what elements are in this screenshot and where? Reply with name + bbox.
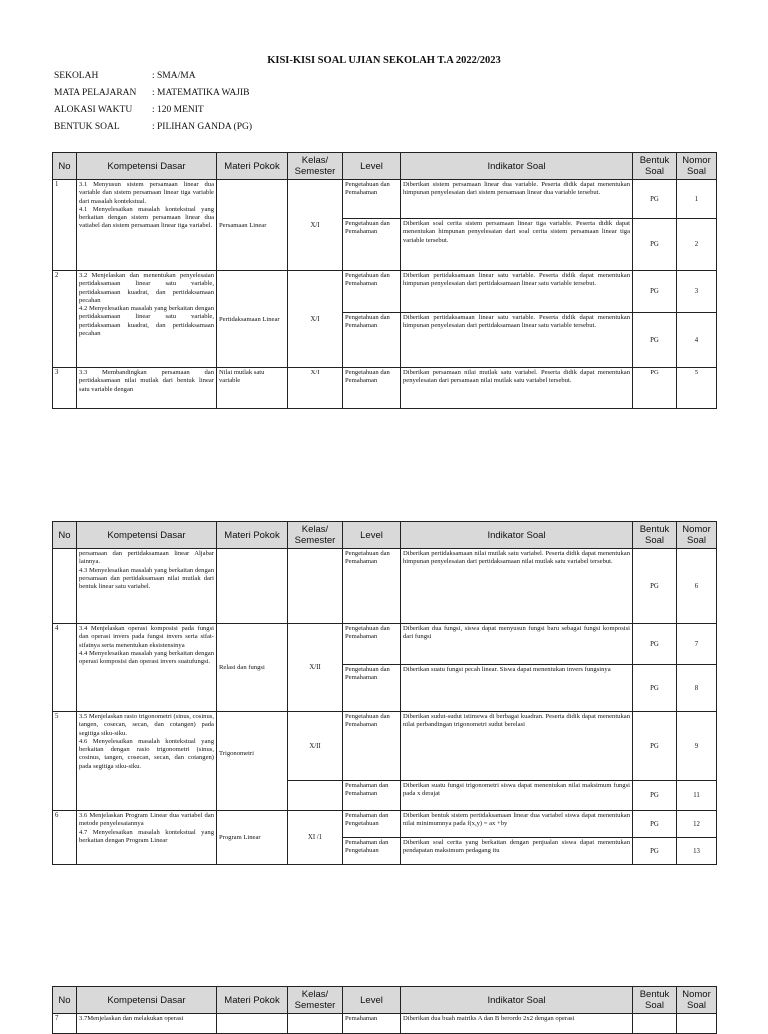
indikator-cell: Diberikan sudut-sudut istimewa di berbagai kuadran. Peserta didik dapat menentukan nilai perbandingan trigonometri sudut berelasi xyxy=(401,712,633,781)
level-cell: Pengetahuan dan Pemahaman xyxy=(343,180,401,219)
kisi-table-2 xyxy=(52,521,717,865)
header-level: Level xyxy=(343,153,401,180)
indikator-cell: Diberikan sistem persamaan linear dua variable. Peserta didik dapat menentukan himpunan penyelesaian dari sistem persamaan linear dua variable tersebut. xyxy=(401,180,633,219)
header-kompetensi: Kompetensi Dasar xyxy=(77,987,217,1014)
nomor-cell: 13 xyxy=(677,838,717,865)
kompetensi-cell: 3.2 Menjelaskan dan menentukan penyelesaian pertidaksamaan linear satu variable, pertidaksamaan kuadrat, dan pertidaksamaan pecahan 4.2 Menyelesaikan masalah yang berkaitan dengan pertidaksamaan linear satu variable, pertidaksamaan kuadrat, dan pertidaksamaan pecahan xyxy=(77,271,217,368)
nomor-cell: 6 xyxy=(677,549,717,624)
bentuk-cell: PG xyxy=(633,313,677,368)
row-no xyxy=(53,549,77,624)
nomor-cell: 11 xyxy=(677,781,717,811)
header-nomor: Nomor Soal xyxy=(677,522,717,549)
materi-cell xyxy=(217,549,288,624)
kompetensi-cell: 3.1 Menyusun sistem persamaan linear dua variable dan sistem persamaan linear tiga variable dari masalah kontekstual. 4.1 Menyelesaikan masalah kontekstual yang berkaitan dengan sistem persamaan linear dua vatiabel dan sistem persamaan linear tiga variabel. xyxy=(77,180,217,271)
meta-value: : PILIHAN GANDA (PG) xyxy=(152,122,253,132)
indikator-cell: Diberikan bentuk sistem pertidaksamaan linear dua variabel siswa dapat menentukan nilai minimumnya pada f(x,y) = ax +by xyxy=(401,811,633,838)
kelas-cell: XI /1 xyxy=(288,811,343,865)
materi-cell: Program Linear xyxy=(217,811,288,865)
meta-key: ALOKASI WAKTU xyxy=(54,105,133,115)
header-kelas: Kelas/ Semester xyxy=(288,522,343,549)
header-kelas: Kelas/ Semester xyxy=(288,987,343,1014)
level-cell: Pengetahuan dan Pemahaman xyxy=(343,368,401,409)
header-kompetensi: Kompetensi Dasar xyxy=(77,153,217,180)
nomor-cell: 7 xyxy=(677,624,717,665)
header-kelas: Kelas/ Semester xyxy=(288,153,343,180)
nomor-cell: 4 xyxy=(677,313,717,368)
nomor-cell: 3 xyxy=(677,271,717,313)
table-row xyxy=(53,712,717,781)
materi-cell: Relasi dan fungsi xyxy=(217,624,288,712)
kelas-cell xyxy=(288,549,343,624)
materi-cell: Trigonometri xyxy=(217,712,288,811)
materi-cell: Pertidaksamaan Linear xyxy=(217,271,288,368)
bentuk-cell: PG xyxy=(633,624,677,665)
indikator-cell: Diberikan persamaan nilai mutlak satu variabel. Peserta didik dapat menentukan penyelesaian dari persamaan nilai mutlak satu variabel tersebut. xyxy=(401,368,633,409)
nomor-cell: 9 xyxy=(677,712,717,781)
bentuk-cell: PG xyxy=(633,271,677,313)
bentuk-cell: PG xyxy=(633,219,677,271)
table-header-row xyxy=(53,987,717,1014)
level-cell: Pemahaman xyxy=(343,1014,401,1034)
meta-row-mapel xyxy=(54,88,252,105)
indikator-cell: Diberikan pertidaksamaan linear satu variable. Peserta didik dapat menentukan himpunan penyelesaian dari pertidaksamaan linear satu variable tersebut. xyxy=(401,271,633,313)
level-cell: Pemahaman dan Pengetahuan xyxy=(343,838,401,865)
materi-cell: Persamaan Linear xyxy=(217,180,288,271)
meta-value: : MATEMATIKA WAJIB xyxy=(152,88,250,98)
kompetensi-cell: persamaan dan pertidaksamaan linear Aljabar lainnya. 4.3 Menyelesaikan masalah yang berkaitan dengan persamaan dan pertidaksamaan nilai mutlak dari bentuk linear satu variabel. xyxy=(77,549,217,624)
level-cell: Pemahaman dan Pemahaman xyxy=(343,781,401,811)
header-level: Level xyxy=(343,522,401,549)
header-materi: Materi Pokok xyxy=(217,522,288,549)
table-header-row xyxy=(53,153,717,180)
header-indikator: Indikator Soal xyxy=(401,153,633,180)
meta-row-alokasi xyxy=(54,105,252,122)
nomor-cell: 1 xyxy=(677,180,717,219)
row-no: 6 xyxy=(53,811,77,865)
indikator-cell: Diberikan soal cerita sistem persamaan linear tiga variable. Peserta didik dapat menentukan himpunan penyelesaian dari soal cerita sistem persamaan linear tiga variable tersebut. xyxy=(401,219,633,271)
meta-value: : 120 MENIT xyxy=(152,105,204,115)
table-header-row xyxy=(53,522,717,549)
bentuk-cell: PG xyxy=(633,781,677,811)
level-cell: Pengetahuan dan Pemahaman xyxy=(343,712,401,781)
indikator-cell: Diberikan soal cerita yang berkaitan dengan penjualan siswa dapat menentukan pendapatan maksimum pedagang itu xyxy=(401,838,633,865)
nomor-cell: 2 xyxy=(677,219,717,271)
kelas-cell-empty xyxy=(288,781,343,811)
nomor-cell: 8 xyxy=(677,665,717,712)
header-materi: Materi Pokok xyxy=(217,153,288,180)
level-cell: Pengetahuan dan Pemahaman xyxy=(343,665,401,712)
row-no: 5 xyxy=(53,712,77,811)
materi-cell: Nilai mutlak satu variable xyxy=(217,368,288,409)
bentuk-cell: PG xyxy=(633,712,677,781)
bentuk-cell: PG xyxy=(633,180,677,219)
indikator-cell: Diberikan pertidaksamaan nilai mutlak satu variabel. Peserta didik dapat menentukan himpunan penyelesaian dari pertidaksamaan nilai mutlak satu variabel tersebut. xyxy=(401,549,633,624)
kelas-cell: X/II xyxy=(288,624,343,712)
level-cell: Pengetahuan dan Pemahaman xyxy=(343,219,401,271)
indikator-cell: Diberikan pertidaksamaan linear satu variable. Peserta didik dapat menentukan himpunan penyelesaian dari pertidaksamaan linear satu variable tersebut. xyxy=(401,313,633,368)
bentuk-cell: PG xyxy=(633,368,677,409)
header-nomor: Nomor Soal xyxy=(677,153,717,180)
header-indikator: Indikator Soal xyxy=(401,987,633,1014)
row-no: 2 xyxy=(53,271,77,368)
table-row xyxy=(53,624,717,665)
row-no: 3 xyxy=(53,368,77,409)
indikator-cell: Diberikan dua buah matriks A dan B berordo 2x2 dengan operasi xyxy=(401,1014,633,1034)
kisi-table-3 xyxy=(52,986,717,1034)
header-nomor: Nomor Soal xyxy=(677,987,717,1014)
meta-key: SEKOLAH xyxy=(54,71,99,81)
bentuk-cell: PG xyxy=(633,811,677,838)
header-level: Level xyxy=(343,987,401,1014)
table-row xyxy=(53,549,717,624)
kompetensi-cell: 3.6 Menjelaskan Program Linear dua variabel dan metode penyelesaiannya 4.7 Menyelesaikan masalah kontekstual yang berkaitan dengan Program Linear xyxy=(77,811,217,865)
kisi-table-1 xyxy=(52,152,717,409)
meta-value: : SMA/MA xyxy=(152,71,196,81)
meta-key: MATA PELAJARAN xyxy=(54,88,137,98)
row-no: 1 xyxy=(53,180,77,271)
kompetensi-cell: 3.5 Menjelaskan rasio trigonometri (sinus, cosinus, tangen, cosecan, secan, dan cotangen) pada segitiga siku-siku. 4.6 Menyelesaikan masalah kontekstual yang berkaitan dengan rasio trigonometri (sinus, cosinus, tangen, cosecan, secan, dan cotangen) pada segitiga siku-siku. xyxy=(77,712,217,811)
indikator-cell: Diberikan suatu fungsi trigonometri siswa dapat menentukan nilai maksimum fungsi pada x derajat xyxy=(401,781,633,811)
header-kompetensi: Kompetensi Dasar xyxy=(77,522,217,549)
document-title: KISI-KISI SOAL UJIAN SEKOLAH T.A 2022/2023 xyxy=(267,55,501,66)
bentuk-cell: PG xyxy=(633,665,677,712)
header-bentuk: Bentuk Soal xyxy=(633,153,677,180)
kompetensi-cell: 3.4 Menjelaskan operasi komposisi pada fungsi dan operasi invers pada fungsi invers serta sifat-sifatnya serta menentukan eksistensinya 4.4 Menyelesaikan masalah yang berkaitan dengan operasi komposisi dan operasi invers suatufungsi. xyxy=(77,624,217,712)
header-bentuk: Bentuk Soal xyxy=(633,987,677,1014)
kelas-cell: X/I xyxy=(288,271,343,368)
table-row xyxy=(53,368,717,409)
bentuk-cell: PG xyxy=(633,838,677,865)
meta-row-sekolah xyxy=(54,71,252,88)
header-no: No xyxy=(53,522,77,549)
document-meta xyxy=(54,71,252,139)
kompetensi-cell: 3.7Menjelaskan dan melakukan operasi xyxy=(77,1014,217,1034)
nomor-cell: 12 xyxy=(677,811,717,838)
level-cell: Pengetahuan dan Pemahaman xyxy=(343,624,401,665)
kelas-cell: X/I xyxy=(288,368,343,409)
level-cell: Pengetahuan dan Pemahaman xyxy=(343,271,401,313)
level-cell: Pemahaman dan Pengetahuan xyxy=(343,811,401,838)
row-no: 4 xyxy=(53,624,77,712)
bentuk-cell: PG xyxy=(633,549,677,624)
meta-key: BENTUK SOAL xyxy=(54,122,120,132)
kelas-cell: X/I xyxy=(288,180,343,271)
header-indikator: Indikator Soal xyxy=(401,522,633,549)
header-bentuk: Bentuk Soal xyxy=(633,522,677,549)
table-row xyxy=(53,811,717,838)
table-row xyxy=(53,271,717,313)
table-row xyxy=(53,180,717,219)
level-cell: Pengetahuan dan Pemahaman xyxy=(343,549,401,624)
level-cell: Pengetahuan dan Pemahaman xyxy=(343,313,401,368)
meta-row-bentuk xyxy=(54,122,252,139)
indikator-cell: Diberikan dua fungsi, siswa dapat menyusun fungsi baru sebagai fungsi komposisi dari fungsi xyxy=(401,624,633,665)
kelas-cell: X/II xyxy=(288,712,343,781)
header-materi: Materi Pokok xyxy=(217,987,288,1014)
header-no: No xyxy=(53,153,77,180)
nomor-cell: 5 xyxy=(677,368,717,409)
kompetensi-cell: 3.3 Membandingkan persamaan dan pertidaksamaan nilai mutlak dari bentuk linear satu variable dengan xyxy=(77,368,217,409)
header-no: No xyxy=(53,987,77,1014)
indikator-cell: Diberikan suatu fungsi pecah linear. Siswa dapat menentukan invers fungsinya xyxy=(401,665,633,712)
row-no: 7 xyxy=(53,1014,77,1034)
